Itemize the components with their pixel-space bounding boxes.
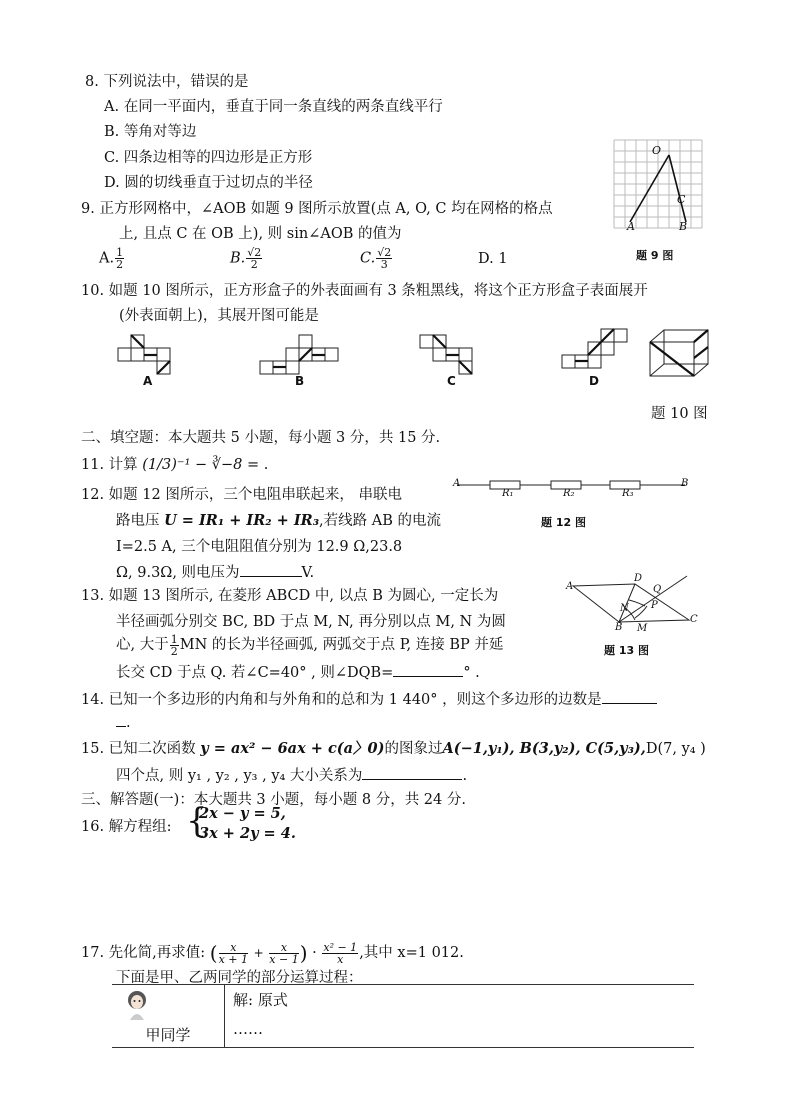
q9-a-num: 1 [116,246,124,259]
q10-option-c: C [447,374,456,388]
q11 [81,453,268,474]
q10-cube-figure [648,328,713,378]
q8-option-c: C. 四条边相等的四边形是正方形 [104,150,313,166]
q17-a-num: x [219,942,248,954]
q14-line2 [116,714,131,731]
q9-point-a: A [627,220,635,233]
q9-line2: 上, 且点 C 在 OB 上), 则 sin∠AOB 的值为 [119,226,402,242]
q17-student-cell [112,985,225,1048]
q12-point-a: A [453,478,461,489]
q12-line1: 12. 如题 12 图所示，三个电阻串联起来， 串联电 [81,487,402,503]
q17-plus: + [253,946,264,960]
q15-line1c: D(7, y₄ ) [645,741,706,757]
q13-line3a: 心, 大于 [116,637,169,653]
q13-line3b: MN 的长为半径画弧, 两弧交于点 P, 连接 BP 并延 [179,637,504,653]
q14-answer-blank-1[interactable] [602,691,657,704]
q12-line4 [116,561,314,582]
q13-point-m: M [637,623,648,634]
q14-text: 14. 已知一个多边形的内角和与外角和的总和为 1 440° ，则这个多边形的边数是 [81,692,602,708]
q17-solution-cell [225,985,695,1048]
q12-line4a: Ω, 9.3Ω, 则电压为 [116,565,240,581]
q13-rhombus-figure [565,572,695,644]
q12-line2 [116,509,441,530]
q12-formula: U = IR₁ + IR₂ + IR₃ [164,512,320,529]
q15-answer-blank[interactable] [362,767,462,780]
section-3-heading: 三、解答题(一)：本大题共 3 小题，每小题 8 分，共 24 分. [81,792,466,808]
q17-rparen: ) [299,941,308,965]
q10-figure-label: 题 10 图 [651,406,708,422]
q11-expression: (1/3)⁻¹ − ∛−8 = [142,457,260,473]
q16-eq2: 3x + 2y = 4. [199,825,296,842]
q13-line1: 13. 如题 13 图所示, 在菱形 ABCD 中, 以点 B 为圆心, 一定长为 [81,588,499,604]
q13-point-b: B [615,622,623,633]
q17-c-den: x [337,952,344,966]
q12-r1-label: R₁ [502,488,514,499]
q13-line2: 半径画弧分别交 BC, BD 于点 M, N, 再分别以点 M, N 为圆 [116,614,506,630]
q13-answer-blank[interactable] [393,664,463,677]
q13-point-c: C [690,614,698,625]
q9-option-b [230,247,263,270]
q12-r2-label: R₂ [563,488,575,499]
q10-option-b: B [295,374,305,388]
q12-line2a: 路电压 [116,513,160,529]
q9-figure-label: 题 9 图 [636,249,674,262]
q9-line1: 9. 正方形网格中，∠AOB 如题 9 图所示放置(点 A, O, C 均在网格的格点 [81,201,553,217]
q13-point-n: N [620,603,629,614]
q9-point-c: C [677,193,686,206]
q16-eq1: 2x − y = 5, [199,805,286,822]
q9-b-den: 2 [250,258,258,271]
q17-solution-label: 解: 原式 [233,991,288,1009]
q9-c-den: 3 [380,258,388,271]
q13-point-q: Q [653,584,662,595]
q8-option-d: D. 圆的切线垂直于过切点的半径 [104,175,313,191]
q8-stem: 8. 下列说法中，错误的是 [85,74,249,90]
q12-r3-label: R₃ [622,488,634,499]
q10-net-d [560,327,640,372]
q12-figure-label: 题 12 图 [541,516,586,529]
q17-student-name: 甲同学 [145,1026,191,1044]
q15-line1 [81,737,706,758]
q12-point-b: B [681,478,689,489]
q11-suffix: . [263,457,269,473]
q12-line4b: V. [301,565,315,581]
q14-line1 [81,688,657,709]
q13-figure-label: 题 13 图 [604,644,649,657]
q9-option-c [360,247,393,270]
q9-c-num: √2 [377,246,392,259]
q14-answer-blank-2[interactable] [116,714,126,727]
q17-c-num: x² − 1 [323,940,358,954]
q15-points: A(−1,y₁), B(3,y₂), C(5,y₃), [442,740,646,757]
q10-line1: 10. 如题 10 图所示，正方形盒子的外表面画有 3 条粗黑线，将这个正方形盒子表面展开 [81,283,648,299]
q13-line4a: 长交 CD 于点 Q. 若∠C=40° , 则∠DQB= [116,665,394,681]
q10-net-c [418,333,488,378]
student-avatar-icon [125,990,149,1020]
q17-prefix: 17. 先化简,再求值: [81,945,206,961]
q13-point-d: D [634,573,643,584]
q9-a-den: 2 [116,258,124,271]
q9-option-d: D. 1 [478,251,508,267]
q17-times: · [312,945,317,961]
q12-line3: I=2.5 A, 三个电阻阻值分别为 12.9 Ω,23.8 [116,539,403,555]
q8-option-a: A. 在同一平面内，垂直于同一条直线的两条直线平行 [104,99,443,115]
q13-point-a: A [566,581,574,592]
q9-option-b-label: B. [230,250,246,267]
q9-option-c-label: C. [360,250,376,267]
q15-line2a: 四个点, 则 y₁ , y₂ , y₃ , y₄ 大小关系为 [116,768,363,784]
q17-line2: 下面是甲、乙两同学的部分运算过程： [116,970,363,986]
q17-suffix: ,其中 x=1 012. [359,945,464,961]
q15-formula: y = ax² − 6ax + c(a〉0) [200,740,385,757]
q9-point-o: O [652,144,662,157]
q13-point-p: P [651,600,658,611]
q17-lparen: ( [209,941,218,965]
q10-option-d: D [589,374,599,388]
q16-prefix: 16. 解方程组: [81,819,172,835]
q14-period: . [126,715,131,731]
q15-line2b: . [462,768,468,784]
section-2-heading: 二、填空题：本大题共 5 小题，每小题 3 分，共 15 分. [81,430,441,446]
q17-process-table [112,984,694,1048]
q17-line1 [81,941,464,965]
q9-b-num: √2 [247,246,262,259]
q9-option-a [99,247,125,270]
q13-line4b: ° . [463,665,480,681]
q13-line3 [116,633,503,657]
q13-frac-num: 1 [170,632,178,646]
q13-line4 [116,661,480,682]
q12-answer-blank[interactable] [240,564,302,577]
q15-line1a: 15. 已知二次函数 [81,741,196,757]
q10-net-a [114,333,184,378]
q12-line2b: ,若线路 AB 的电流 [319,513,442,529]
q17-b-num: x [269,942,298,954]
q13-frac-den: 2 [170,644,178,658]
q17-b-den: x − 1 [269,952,299,966]
q15-line1b: 的图象过 [384,741,443,757]
q10-option-a: A [143,374,153,388]
q8-option-b: B. 等角对等边 [104,124,197,140]
q9-option-a-label: A. [99,250,115,267]
q10-line2: (外表面朝上)，其展开图可能是 [119,308,319,324]
q9-point-b: B [679,220,688,233]
q10-net-b [258,333,348,378]
q17-a-den: x + 1 [218,952,249,966]
q16-brace: { [186,801,208,841]
q15-line2 [116,764,467,785]
q11-prefix: 11. 计算 [81,457,138,473]
q17-solution-ellipsis: …… [233,1020,263,1038]
